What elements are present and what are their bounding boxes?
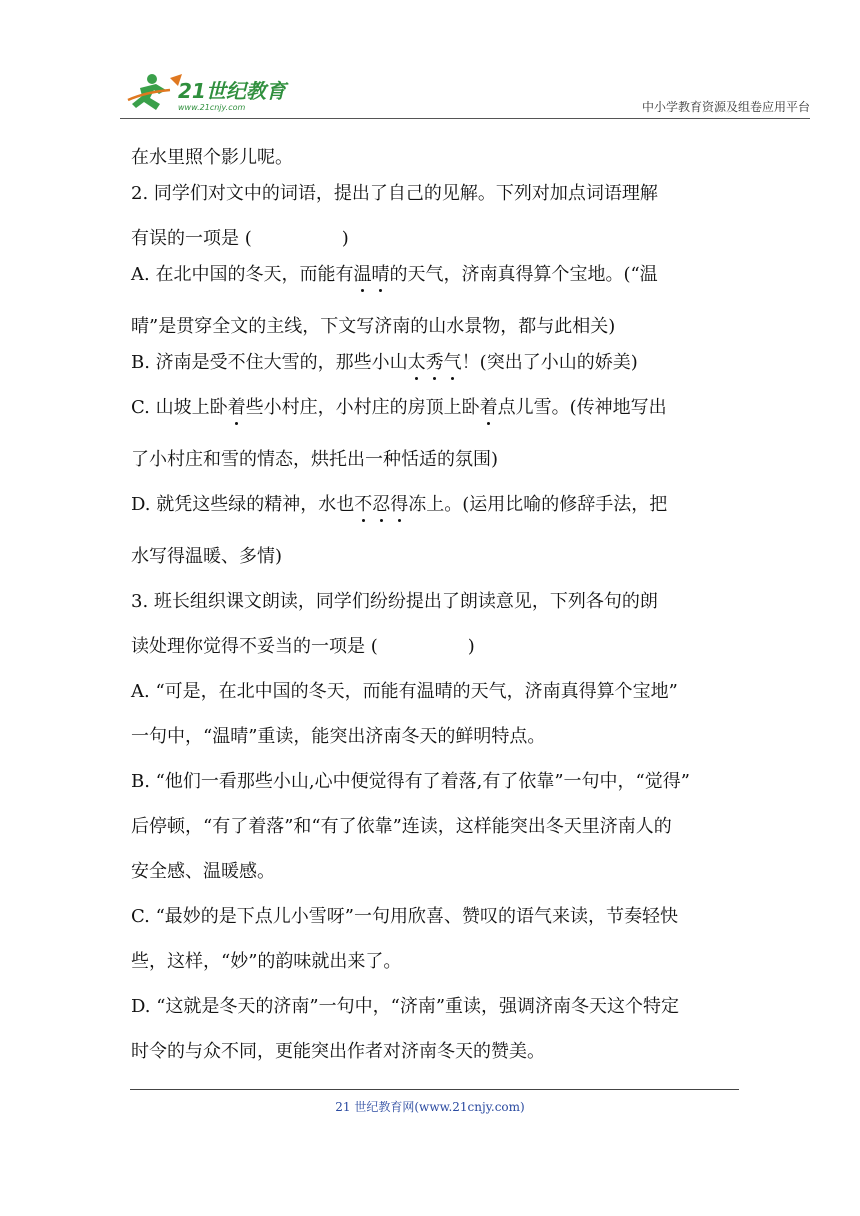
site-logo [126, 70, 296, 114]
footer-divider [130, 1089, 739, 1090]
option-2c: C. 山坡上卧着些小村庄，小村庄的房顶上卧着点儿雪。(传神地写出 [131, 397, 667, 418]
question-content [131, 138, 737, 1077]
emphasis-dot-char: 得 [390, 494, 409, 515]
emphasis-dot-char: 秀 [425, 352, 444, 373]
option-3a: A. “可是，在北中国的冬天，而能有温晴的天气，济南真得算个宝地” [131, 681, 678, 702]
emphasis-dot-char: 太 [407, 352, 426, 373]
question-2-stem-cont: 有误的一项是 ( ) [131, 228, 349, 249]
option-3b: B. “他们一看那些小山,心中便觉得有了着落,有了依靠”一句中，“觉得” [131, 771, 690, 792]
option-3a-cont: 一句中，“温晴”重读，能突出济南冬天的鲜明特点。 [131, 726, 546, 747]
question-2-stem: 2. 同学们对文中的词语，提出了自己的见解。下列对加点词语理解 [131, 183, 658, 204]
emphasis-dot-char: 不 [354, 494, 373, 515]
question-3-stem-cont: 读处理你觉得不妥当的一项是 ( ) [131, 636, 475, 657]
option-3b-cont-2: 安全感、温暖感。 [131, 861, 275, 882]
option-3b-cont: 后停顿，“有了着落”和“有了依靠”连读，这样能突出冬天里济南人的 [131, 816, 672, 837]
page-header [120, 62, 810, 122]
svg-text:www.21cnjy.com: www.21cnjy.com [178, 103, 246, 112]
text-line: 在水里照个影儿呢。 [131, 147, 293, 168]
option-2b: B. 济南是受不住大雪的，那些小山太秀气！(突出了小山的娇美) [131, 352, 638, 373]
header-divider [120, 118, 810, 119]
emphasis-dot-char: 忍 [372, 494, 391, 515]
option-3d: D. “这就是冬天的济南”一句中，“济南”重读，强调济南冬天这个特定 [131, 996, 680, 1017]
option-2a: A. 在北中国的冬天，而能有温晴的天气，济南真得算个宝地。(“温 [131, 264, 658, 285]
option-2d-cont: 水写得温暖、多情) [131, 546, 283, 567]
runner-logo-icon [126, 70, 296, 114]
platform-label: 中小学教育资源及组卷应用平台 [641, 100, 810, 114]
option-3d-cont: 时令的与众不同，更能突出作者对济南冬天的赞美。 [131, 1041, 545, 1062]
emphasis-dot-char: 晴 [371, 264, 390, 285]
svg-text:21世纪教育: 21世纪教育 [178, 79, 286, 103]
option-2a-cont: 晴”是贯穿全文的主线，下文写济南的山水景物，都与此相关) [131, 316, 616, 337]
question-3-stem: 3. 班长组织课文朗读，同学们纷纷提出了朗读意见，下列各句的朗 [131, 591, 658, 612]
footer-source: 21 世纪教育网(www.21cnjy.com) [335, 1100, 525, 1114]
option-2c-cont: 了小村庄和雪的情态，烘托出一种恬适的氛围) [131, 449, 499, 470]
emphasis-dot-char: 气 [443, 352, 462, 373]
option-3c-cont: 些，这样，“妙”的韵味就出来了。 [131, 951, 402, 972]
emphasis-dot-char: 着 [227, 397, 246, 418]
option-2d: D. 就凭这些绿的精神，水也不忍得冻上。(运用比喻的修辞手法，把 [131, 494, 668, 515]
option-3c: C. “最妙的是下点儿小雪呀”一句用欣喜、赞叹的语气来读，节奏轻快 [131, 906, 678, 927]
emphasis-dot-char: 着 [479, 397, 498, 418]
emphasis-dot-char: 温 [353, 264, 372, 285]
